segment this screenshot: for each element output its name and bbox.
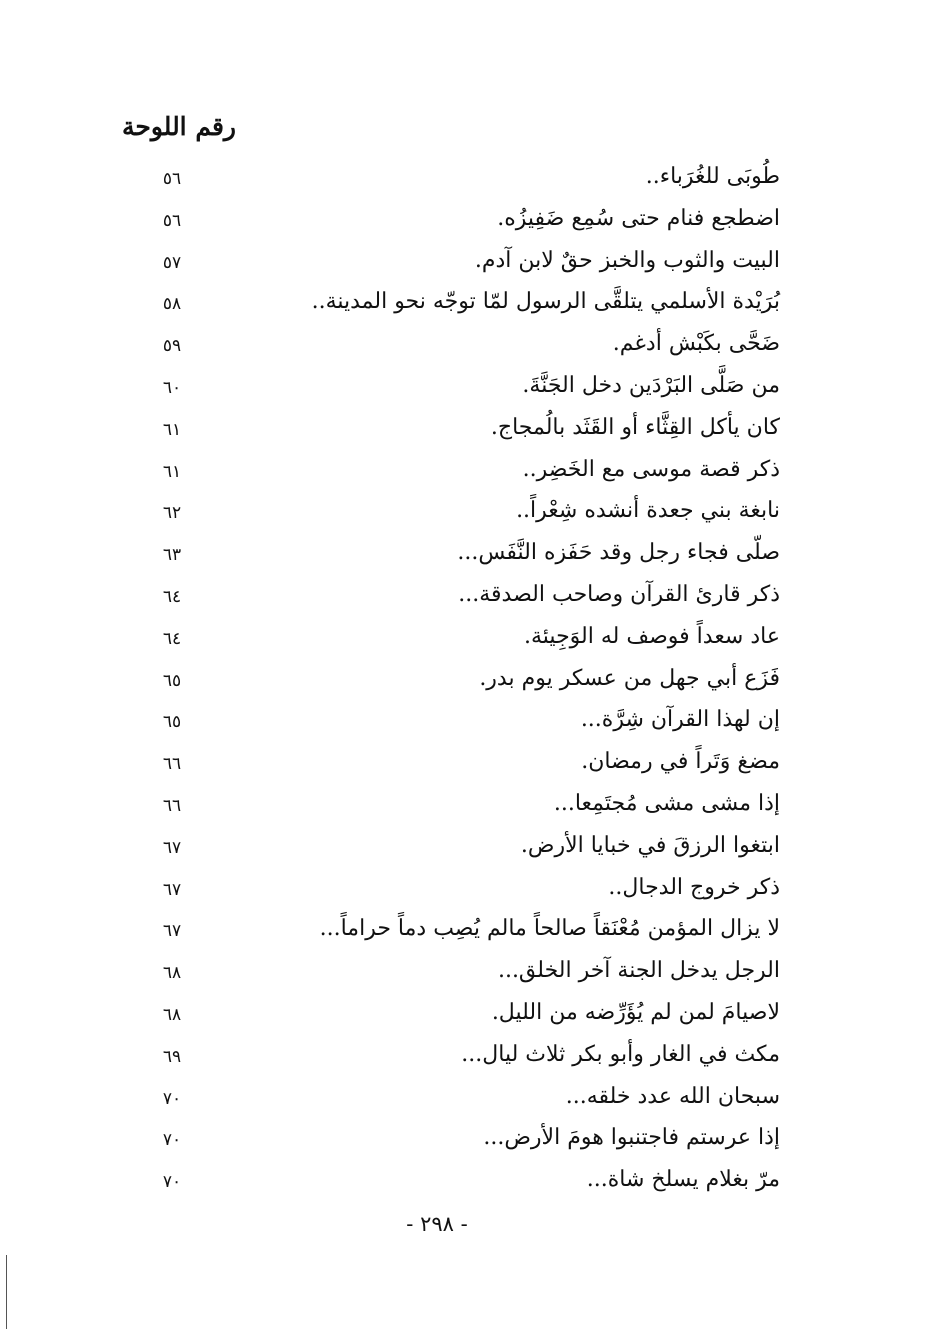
entry-text: مرّ بغلام يسلخ شاة... bbox=[586, 1167, 780, 1193]
entry-plate-number: ٦١ bbox=[162, 461, 182, 482]
entry-plate-number: ٦٥ bbox=[162, 670, 182, 691]
index-entry bbox=[140, 285, 780, 327]
index-entry bbox=[140, 1038, 780, 1080]
entry-plate-number: ٦٨ bbox=[162, 1004, 182, 1025]
entry-plate-number: ٦٧ bbox=[162, 921, 182, 942]
entry-text: إذا عرستم فاجتنبوا هومَ الأرض... bbox=[483, 1125, 780, 1151]
scan-edge-line bbox=[6, 1255, 7, 1329]
entry-plate-number: ٧٠ bbox=[162, 1172, 182, 1193]
entry-plate-number: ٥٦ bbox=[162, 210, 182, 231]
entry-plate-number: ٦١ bbox=[162, 419, 182, 440]
entry-text: بُرَيْدة الأسلمي يتلقَّى الرسول لمّا توجّه نحو المدينة.. bbox=[311, 289, 780, 315]
index-entry bbox=[140, 327, 780, 369]
entry-text: من صَلَّى البَرْدَين دخل الجَنَّةَ. bbox=[522, 372, 780, 398]
index-entry bbox=[140, 160, 780, 202]
entry-plate-number: ٦٤ bbox=[162, 586, 182, 607]
index-entry bbox=[140, 745, 780, 787]
entry-plate-number: ٦٦ bbox=[162, 795, 182, 816]
page-number: - ٢٩٨ - bbox=[406, 1212, 468, 1236]
entry-text: لا يزال المؤمن مُعْنَقاً صالحاً مالم يُصِب دماً حراماً... bbox=[319, 916, 780, 942]
entry-text: إن لهذا القرآن شِرَّة... bbox=[580, 707, 780, 733]
entry-text: الرجل يدخل الجنة آخر الخلق... bbox=[497, 958, 780, 984]
index-entry bbox=[140, 1163, 780, 1205]
index-entry bbox=[140, 954, 780, 996]
index-entry bbox=[140, 1121, 780, 1163]
entry-text: مكث في الغار وأبو بكر ثلاث ليال... bbox=[461, 1041, 780, 1067]
entry-plate-number: ٧٠ bbox=[162, 1088, 182, 1109]
entry-text: ذكر قصة موسى مع الخَضِر.. bbox=[522, 456, 780, 482]
index-entry bbox=[140, 703, 780, 745]
entry-plate-number: ٦٠ bbox=[162, 377, 182, 398]
entry-plate-number: ٦٨ bbox=[162, 963, 182, 984]
column-header-plate-number: رقم اللوحة bbox=[122, 112, 236, 141]
entry-text: ذكر خروج الدجال.. bbox=[608, 874, 780, 900]
entry-plate-number: ٦٣ bbox=[162, 545, 182, 566]
entry-text: عاد سعداً فوصف له الوَجِيئة. bbox=[524, 623, 780, 649]
entry-text: البيت والثوب والخبز حقٌ لابن آدم. bbox=[474, 247, 780, 273]
entry-text: إذا مشى مشى مُجتَمِعا... bbox=[553, 790, 780, 816]
entry-plate-number: ٦٤ bbox=[162, 628, 182, 649]
index-entry bbox=[140, 662, 780, 704]
entry-text: كان يأكل القِثَّاء أو القَثَد بالُمجاج. bbox=[490, 414, 780, 440]
index-entry bbox=[140, 871, 780, 913]
entry-plate-number: ٥٨ bbox=[162, 294, 182, 315]
index-entry bbox=[140, 369, 780, 411]
entry-plate-number: ٦٢ bbox=[162, 503, 182, 524]
entry-text: مضغ وَتَراً في رمضان. bbox=[581, 749, 780, 775]
index-entry bbox=[140, 411, 780, 453]
index-list bbox=[140, 160, 780, 1205]
index-entry bbox=[140, 453, 780, 495]
entry-text: نابغة بني جعدة أنشده شِعْراً.. bbox=[516, 498, 780, 524]
entry-text: سبحان الله عدد خلقه... bbox=[565, 1083, 780, 1109]
entry-plate-number: ٥٧ bbox=[162, 252, 182, 273]
entry-plate-number: ٦٧ bbox=[162, 837, 182, 858]
entry-text: طُوبَى للغُرَباء.. bbox=[645, 164, 780, 189]
index-entry bbox=[140, 536, 780, 578]
entry-plate-number: ٦٥ bbox=[162, 712, 182, 733]
index-entry bbox=[140, 202, 780, 244]
entry-text: ضَحَّى بكَبْش أدغم. bbox=[612, 331, 780, 357]
index-entry bbox=[140, 912, 780, 954]
index-entry bbox=[140, 996, 780, 1038]
entry-plate-number: ٥٩ bbox=[162, 336, 182, 357]
entry-plate-number: ٦٧ bbox=[162, 879, 182, 900]
entry-text: اضطجع فنام حتى سُمِع ضَفِيزُه. bbox=[497, 205, 780, 231]
entry-text: فَزَع أبي جهل من عسكر يوم بدر. bbox=[479, 665, 780, 691]
index-entry bbox=[140, 787, 780, 829]
entry-plate-number: ٧٠ bbox=[162, 1130, 182, 1151]
index-entry bbox=[140, 1080, 780, 1122]
entry-text: صلّى فجاء رجل وقد حَفَزه النَّفَس... bbox=[457, 540, 780, 566]
index-entry bbox=[140, 620, 780, 662]
index-entry bbox=[140, 244, 780, 286]
index-entry bbox=[140, 578, 780, 620]
index-entry bbox=[140, 494, 780, 536]
entry-text: لاصيامَ لمن لم يُؤَرِّضه من الليل. bbox=[491, 999, 780, 1025]
entry-text: ابتغوا الرزقَ في خبايا الأرض. bbox=[520, 832, 780, 858]
entry-plate-number: ٦٩ bbox=[162, 1046, 182, 1067]
entry-plate-number: ٦٦ bbox=[162, 754, 182, 775]
index-entry bbox=[140, 829, 780, 871]
entry-plate-number: ٥٦ bbox=[162, 169, 182, 189]
entry-text: ذكر قارئ القرآن وصاحب الصدقة... bbox=[458, 581, 780, 607]
